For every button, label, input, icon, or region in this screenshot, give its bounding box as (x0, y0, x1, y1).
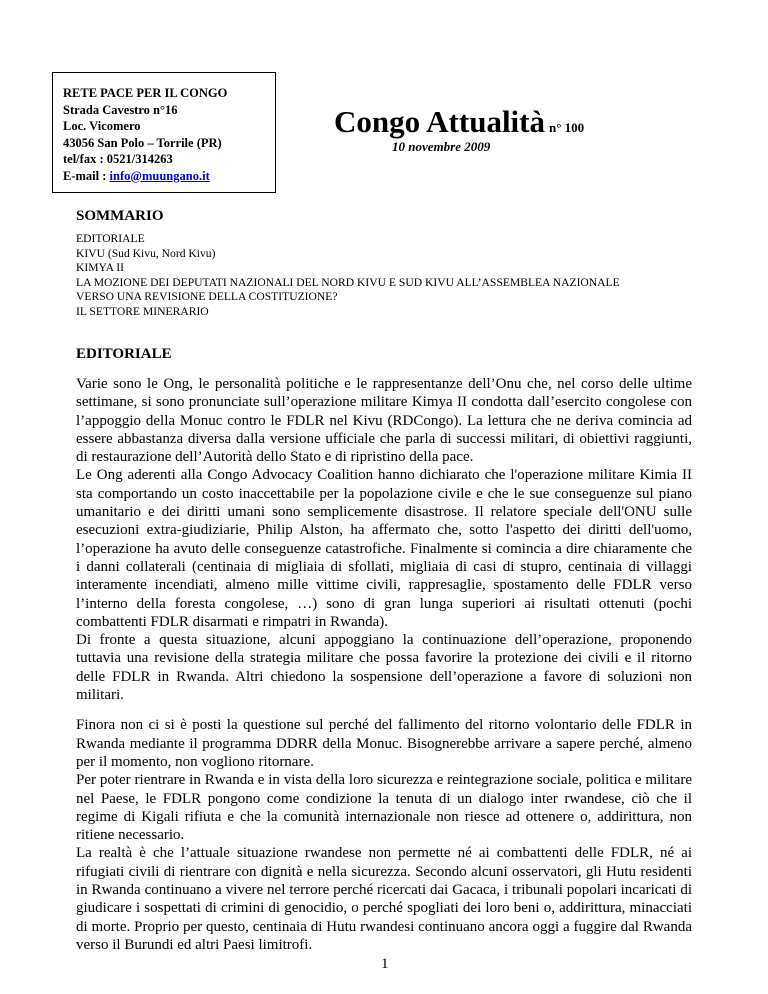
email-link[interactable]: info@muungano.it (109, 168, 210, 183)
email-label: E-mail : (63, 168, 110, 183)
address-line: Strada Cavestro n°16 (63, 102, 178, 117)
address-line: Loc. Vicomero (63, 119, 141, 133)
page-number: 1 (381, 956, 389, 972)
editorial-paragraph: Varie sono le Ong, le personalità politiche e le rappresentanze dell’Onu che, nel corso delle ultime settimane, si sono pronunciate sull’operazione militare Kimya II condotta dall’esercito congolese con l’appoggio della Monuc contro le FDLR nel Kivu (RDCongo). La lettura che ne deriva comincia ad essere abbastanza diversa dalla versione ufficiale che parla di successi militari, di obiettivi raggiunti, di restaurazione dell’Autorità dello Stato e di ripristino della pace. (76, 376, 692, 466)
summary-item: VERSO UNA REVISIONE DELLA COSTITUZIONE? (76, 290, 338, 304)
issue-number: n° 100 (549, 120, 585, 135)
summary-item: KIMYA II (76, 261, 124, 275)
address-line: RETE PACE PER IL CONGO (63, 86, 228, 100)
summary-heading: SOMMARIO (76, 208, 164, 224)
summary-list (76, 232, 620, 320)
editorial-paragraph: Di fronte a questa situazione, alcuni appoggiano la continuazione dell’operazione, proponendo tuttavia una revisione della strategia militare che possa favorire la protezione dei civili e il ritorno delle FDLR in Rwanda. Altri chiedono la sospensione dell’operazione a favore di soluzioni non militari. (76, 632, 692, 704)
editorial-paragraph: Finora non ci si è posti la questione sul perché del fallimento del ritorno volontario delle FDLR in Rwanda mediante il programma DDRR della Monuc. Bisognerebbe arrivare a sapere perché, almeno per il momento, non vogliono ritornare. (76, 717, 692, 770)
newsletter-title (334, 104, 584, 140)
editorial-paragraph: La realtà è che l’attuale situazione rwandese non permette né ai combattenti delle FDLR, né ai rifugiati civili di rientrare con dignità e nella sicurezza. Secondo alcuni osservatori, gli Hutu residenti in Rwanda continuano a vivere nel terrore perché ricercati dai Gacaca, i tribunali popolari incaricati di giudicare i sospettati di crimini di genocidio, o perché spogliati dei loro beni o, addirittura, minacciati di morte. Proprio per questo, centinaia di Hutu rwandesi continuano ancora oggi a fuggire dal Rwanda verso il Burundi ed altri Paesi limitrofi. (76, 845, 692, 953)
issue-date: 10 novembre 2009 (392, 139, 491, 154)
address-line: 43056 San Polo – Torrile (PR) (63, 135, 222, 150)
address-line: tel/fax : 0521/314263 (63, 152, 173, 166)
editorial-body (76, 375, 692, 954)
email-line (63, 168, 275, 185)
editorial-heading: EDITORIALE (76, 346, 172, 362)
title-text: Congo Attualità (334, 104, 545, 139)
summary-item: LA MOZIONE DEI DEPUTATI NAZIONALI DEL NORD KIVU E SUD KIVU ALL’ASSEMBLEA NAZIONALE (76, 275, 620, 289)
summary-item: IL SETTORE MINERARIO (76, 304, 209, 318)
summary-item: KIVU (Sud Kivu, Nord Kivu) (76, 246, 216, 260)
address-box (52, 72, 276, 193)
summary-item: EDITORIALE (76, 232, 145, 245)
editorial-paragraph: Per poter rientrare in Rwanda e in vista della loro sicurezza e reintegrazione sociale, politica e militare nel Paese, le FDLR pongono come condizione la tenuta di un dialogo inter rwandese, ciò che il regime di Kigali rifiuta e che la comunità internazionale non riesce ad ottenere o, addirittura, non ritiene necessario. (76, 772, 692, 844)
editorial-paragraph: Le Ong aderenti alla Congo Advocacy Coalition hanno dichiarato che l'operazione militare Kimia II sta comportando un costo inaccettabile per la popolazione civile e che le sue conseguenze sul piano umanitario e dei diritti umani sono semplicemente disastrose. Il relatore speciale dell'ONU sulle esecuzioni extra-giudiziarie, Philip Alston, ha affermato che, sotto l'aspetto dei diritti dell'uomo, l’operazione ha avuto delle conseguenze catastrofiche. Finalmente si comincia a dire chiaramente che i danni collaterali (centinaia di migliaia di sfollati, migliaia di casi di stupro, centinaia di villaggi interamente incendiati, almeno mille vittime civili, rappresaglie, spostamento delle FDLR verso l’interno della foresta congolese, …) sono di gran lunga superiori ai risultati ottenuti (pochi combattenti FDLR disarmati e rimpatri in Rwanda). (76, 467, 692, 630)
